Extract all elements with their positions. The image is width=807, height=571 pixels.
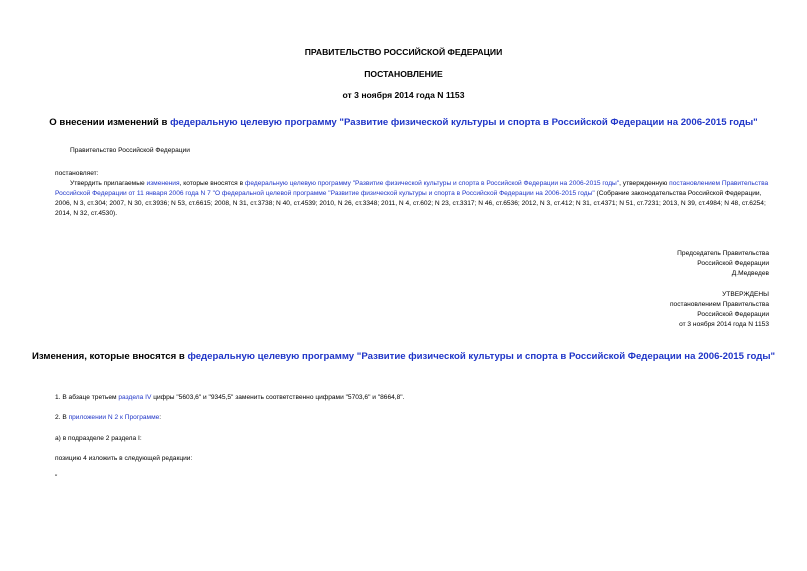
approved-country: Российской Федерации [697, 311, 769, 318]
signature-block [677, 249, 769, 279]
section-iv-link[interactable]: раздела IV [118, 394, 152, 401]
approve-text-4: (Собрание законодательства Российской Федерации, 2006, N 3, ст.304; 2007, N 30, ст.3936; N 53, ст.6615; 2008, N 31, ст.3738; N 40, ст.4539; 2010, N 26, ст.3348; 2011, N 4, ст.602; N 23, ст.3317; N 46, ст.6536; 2012, N 3, ст.412; N 31, ст.4371; N 51, ст.7231; 2013, N 39, ст.4984; N 48, ст.6254; 2014, N 32, ст.4530). [55, 190, 766, 217]
appendix-2-link[interactable]: приложении N 2 к Программе [68, 414, 160, 421]
approve-text-2: , которые вносятся в [179, 180, 245, 187]
item-1-text-b: цифры "5603,6" и "9345,5" заменить соответственно цифрами "5703,6" и "8664,8". [151, 394, 405, 401]
approved-label: УТВЕРЖДЕНЫ [722, 291, 769, 298]
item-2-text-a: 2. В [55, 414, 69, 421]
item-1-text-a: 1. В абзаце третьем [55, 394, 119, 401]
signature-name: Д.Медведев [731, 270, 769, 277]
item-3: а) в подразделе 2 раздела I: [55, 435, 142, 442]
preamble-government: Правительство Российской Федерации [70, 147, 190, 154]
item-4: позицию 4 изложить в следующей редакции: [55, 455, 193, 462]
item-1 [55, 393, 404, 403]
item-5-quote: " [55, 474, 58, 481]
document-title [0, 117, 807, 128]
approved-by: постановлением Правительства [669, 301, 769, 308]
program-link-inline[interactable]: федеральную целевую программу "Развитие физической культуры и спорта в Российской Федерации на 2006-2015 годы" [244, 180, 620, 187]
resolution-link[interactable]: постановлением Правительства Российской Федерации от 11 января 2006 года N 7 "О федеральной целевой программе "Развитие физической культуры и спорта в Российской Федерации на 2006-2015 годы" [55, 180, 769, 197]
signature-position: Председатель Правительства [677, 250, 769, 257]
approve-paragraph [55, 179, 770, 219]
program-link[interactable]: федеральную целевую программу "Развитие физической культуры и спорта в Российской Федерации на 2006-2015 годы" [170, 117, 758, 128]
preamble-decides: постановляет: [55, 170, 99, 177]
item-2 [55, 413, 161, 423]
approve-text-1: Утвердить прилагаемые [70, 180, 147, 187]
government-heading: ПРАВИТЕЛЬСТВО РОССИЙСКОЙ ФЕДЕРАЦИИ [304, 47, 503, 57]
approve-text-3: , утвержденную [619, 180, 670, 187]
document-title-prefix: О внесении изменений в [49, 117, 171, 128]
changes-title [0, 351, 807, 362]
document-date: от 3 ноября 2014 года N 1153 [342, 90, 465, 100]
approved-date: от 3 ноября 2014 года N 1153 [679, 321, 769, 328]
signature-country: Российской Федерации [697, 260, 769, 267]
changes-program-link[interactable]: федеральную целевую программу "Развитие физической культуры и спорта в Российской Федерации на 2006-2015 годы" [187, 351, 776, 362]
approved-block [670, 290, 769, 330]
changes-link[interactable]: изменения [146, 180, 180, 187]
item-2-text-b: : [159, 414, 162, 421]
document-type-heading: ПОСТАНОВЛЕНИЕ [364, 69, 443, 79]
changes-title-prefix: Изменения, которые вносятся в [31, 351, 188, 362]
